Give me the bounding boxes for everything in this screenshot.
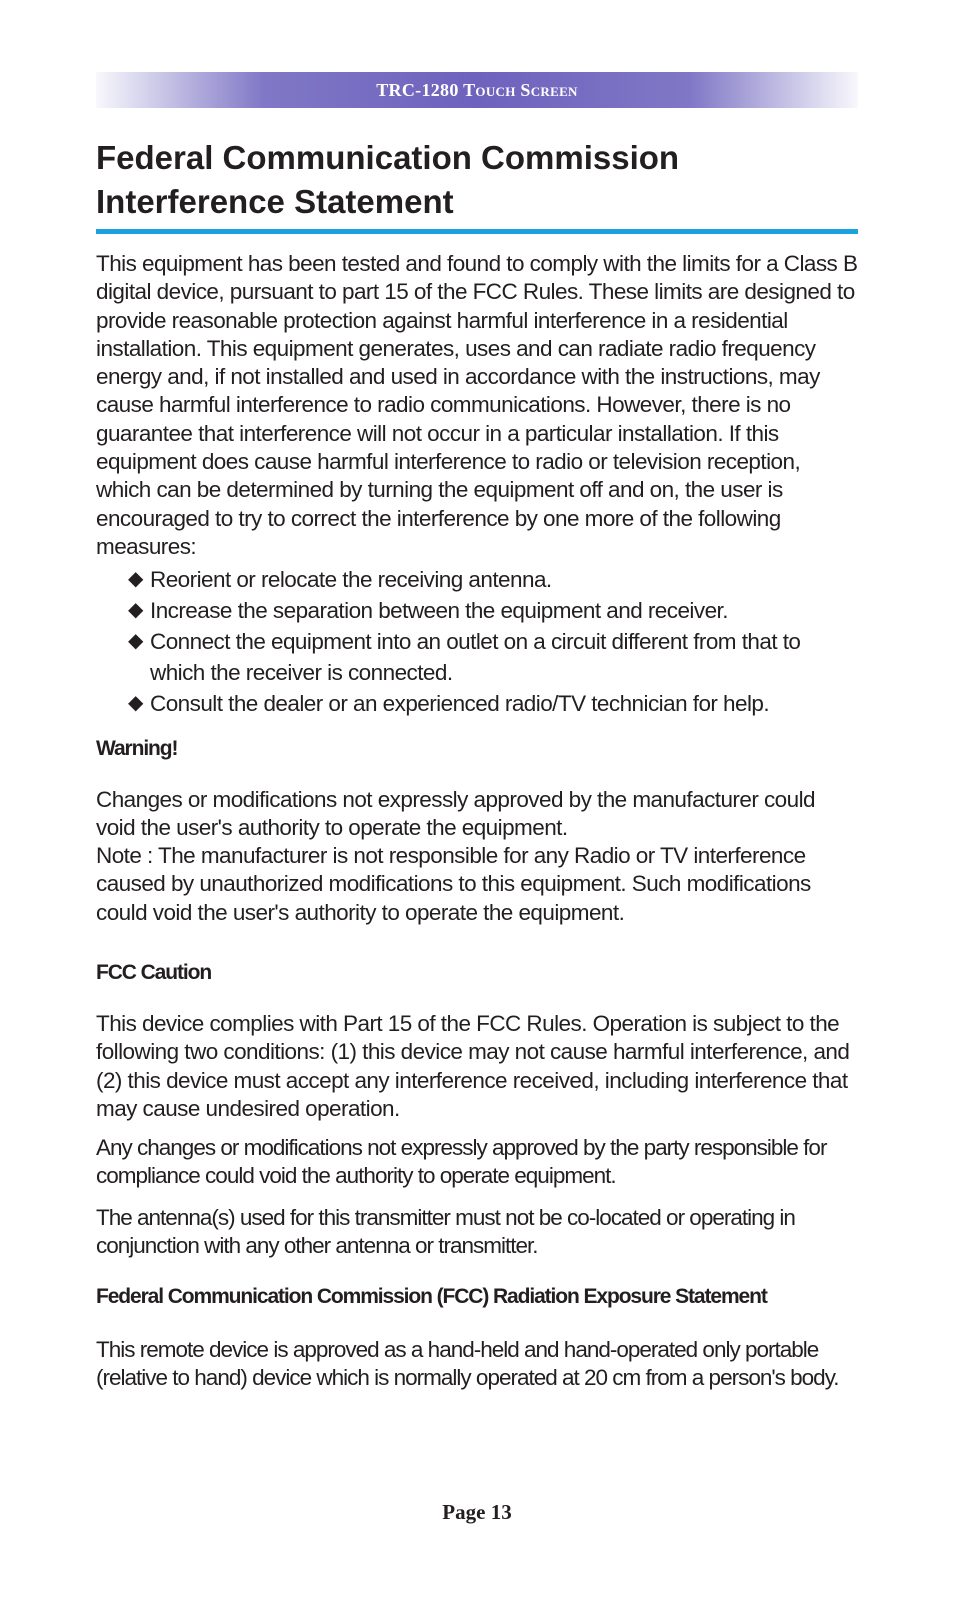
list-item-text: Consult the dealer or an experienced radio/TV technician for help.	[150, 691, 770, 716]
changes-paragraph: Any changes or modifications not expressly approved by the party responsible for compliance could void the authority to operate equipment.	[96, 1135, 827, 1189]
diamond-bullet-icon: ◆	[128, 568, 143, 590]
list-item	[128, 595, 858, 626]
list-item	[128, 626, 808, 688]
title-rule	[96, 229, 858, 234]
measures-list	[128, 564, 858, 719]
antenna-paragraph: The antenna(s) used for this transmitter must not be co-located or operating in conjunction with any other antenna or transmitter.	[96, 1205, 795, 1259]
warning-paragraph: Changes or modifications not expressly approved by the manufacturer could void the user's authority to operate the equipment.	[96, 787, 816, 841]
page-title	[96, 136, 856, 224]
page-title-line1: Federal Communication Commission	[96, 139, 680, 176]
list-item	[128, 564, 858, 595]
header-title: TRC-1280 Touch Screen	[376, 79, 578, 100]
warning-heading: Warning!	[96, 737, 178, 760]
list-item	[128, 688, 858, 719]
list-item-text: Connect the equipment into an outlet on a circuit different from that to which the receiver is connected.	[150, 629, 801, 685]
list-item-text: Reorient or relocate the receiving antenna.	[150, 567, 552, 592]
page-title-line2: Interference Statement	[96, 183, 454, 220]
radiation-paragraph: This remote device is approved as a hand-held and hand-operated only portable (relative to hand) device which is normally operated at 20 cm from a person's body.	[96, 1337, 839, 1391]
page-number: Page 13	[442, 1500, 512, 1524]
diamond-bullet-icon: ◆	[128, 692, 143, 714]
list-item-text: Increase the separation between the equipment and receiver.	[150, 598, 728, 623]
diamond-bullet-icon: ◆	[128, 599, 143, 621]
note-paragraph: Note : The manufacturer is not responsible for any Radio or TV interference caused by unauthorized modifications to this equipment. Such modifications could void the user's authority to operate the equipment.	[96, 843, 811, 925]
fcc-caution-heading: FCC Caution	[96, 961, 212, 984]
intro-paragraph: This equipment has been tested and found to comply with the limits for a Class B digital device, pursuant to part 15 of the FCC Rules. These limits are designed to provide reasonable protection against harmful interference in a residential installation. This equipment generates, uses and can radiate radio frequency energy and, if not installed and used in accordance with the instructions, may cause harmful interference to radio communications. However, there is no guarantee that interference will not occur in a particular installation. If this equipment does cause harmful interference to radio or television reception, which can be determined by turning the equipment off and on, the user is encouraged to try to correct the interference by one more of the following measures:	[96, 251, 858, 559]
diamond-bullet-icon: ◆	[128, 630, 143, 652]
header-bar	[96, 72, 858, 108]
radiation-heading: Federal Communication Commission (FCC) Radiation Exposure Statement	[96, 1285, 767, 1308]
caution-paragraph: This device complies with Part 15 of the FCC Rules. Operation is subject to the following two conditions: (1) this device may not cause harmful interference, and (2) this device must accept any interference received, including interference that may cause undesired operation.	[96, 1011, 850, 1121]
